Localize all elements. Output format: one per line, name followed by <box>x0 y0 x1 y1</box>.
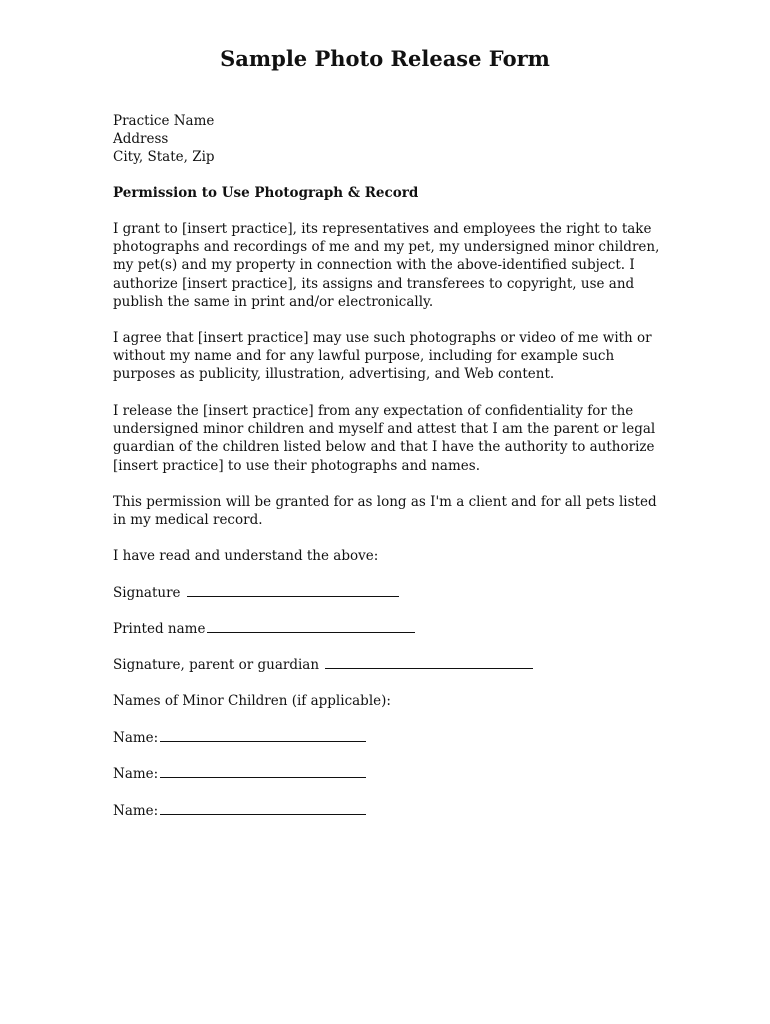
signature-row <box>113 584 673 602</box>
practice-city-state-zip: City, State, Zip <box>113 149 215 166</box>
minor-name-row <box>113 765 673 783</box>
parent-signature-row <box>113 656 673 674</box>
minor-children-label: Names of Minor Children (if applicable): <box>113 693 391 709</box>
paragraph-release: I release the [insert practice] from any expectation of confidentiality for the undersigned minor children and myself and attest that I am the parent or legal guardian of the children listed below and that I have the authority to authorize [insert practice] to use their photographs and names. <box>113 403 656 474</box>
parent-signature-line[interactable] <box>325 656 533 669</box>
practice-name: Practice Name <box>113 113 215 129</box>
practice-address-block <box>113 112 673 167</box>
minor-name-label: Name: <box>113 803 159 819</box>
printed-name-line[interactable] <box>207 620 415 633</box>
signature-label: Signature <box>113 585 181 601</box>
minor-name-row <box>113 802 673 820</box>
paragraph-agree: I agree that [insert practice] may use such photographs or video of me with or without my name and for any lawful purpose, including for example such purposes as publicity, illustration, advertising, and Web content. <box>113 330 652 383</box>
signature-line[interactable] <box>187 584 399 597</box>
parent-signature-label: Signature, parent or guardian <box>113 657 320 673</box>
section-heading: Permission to Use Photograph & Record <box>113 185 419 201</box>
minor-name-label: Name: <box>113 730 159 746</box>
paragraph-permission: This permission will be granted for as long as I'm a client and for all pets listed in my medical record. <box>113 494 657 529</box>
paragraph-grant: I grant to [insert practice], its representatives and employees the right to take photographs and recordings of me and my pet, my undersigned minor children, my pet(s) and my property in connection with the above-identified subject. I authorize [insert practice], its assigns and transferees to copyright, use and publish the same in print and/or electronically. <box>113 221 660 310</box>
minor-name-line[interactable] <box>160 729 366 742</box>
minor-name-label: Name: <box>113 766 159 782</box>
minor-name-row <box>113 729 673 747</box>
paragraph-acknowledge: I have read and understand the above: <box>113 548 379 564</box>
printed-name-row <box>113 620 673 638</box>
practice-address: Address <box>113 131 169 148</box>
minor-name-line[interactable] <box>160 802 366 815</box>
minor-name-line[interactable] <box>160 765 366 778</box>
page-title: Sample Photo Release Form <box>220 46 550 71</box>
printed-name-label: Printed name <box>113 621 206 637</box>
